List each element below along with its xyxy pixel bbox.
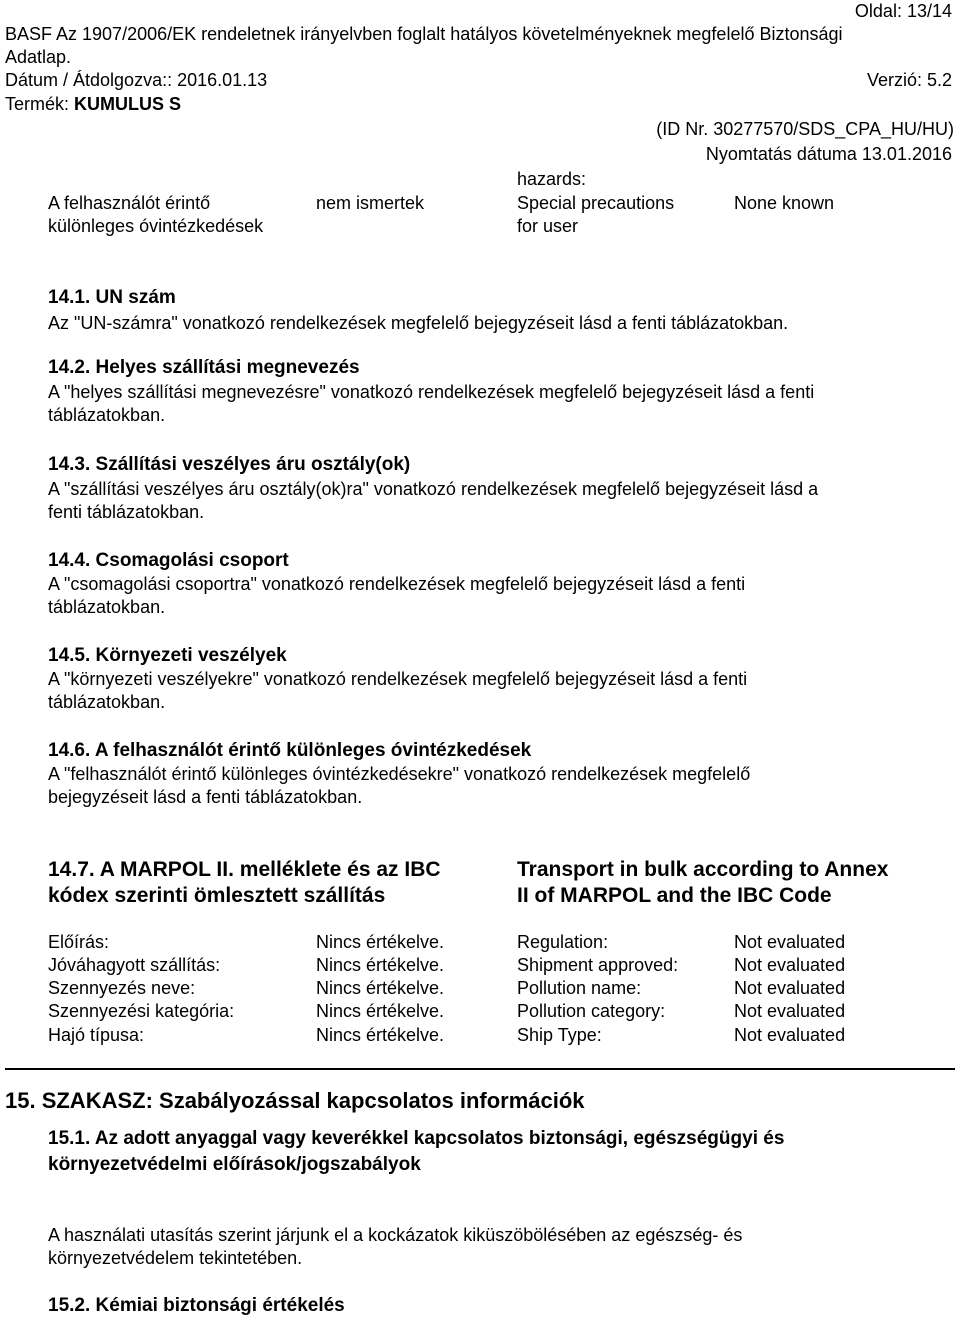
section-14-5-text: A "környezeti veszélyekre" vonatkozó rendelkezések megfelelő bejegyzéseit lásd a fenti <box>48 669 748 689</box>
marpol-row-label-hu: Szennyezési kategória: <box>48 1001 235 1021</box>
hazards-continued: hazards: <box>517 169 587 189</box>
section-14-6-text: A "felhasználót érintő különleges óvintézkedésekre" vonatkozó rendelkezések megfelelő <box>48 764 751 784</box>
marpol-row-label-en: Shipment approved: <box>517 955 679 975</box>
section-14-1-text: Az "UN-számra" vonatkozó rendelkezések megfelelő bejegyzéseit lásd a fenti táblázatokban. <box>48 313 789 333</box>
marpol-row-label-hu: Hajó típusa: <box>48 1025 145 1045</box>
section-14-5-title: 14.5. Környezeti veszélyek <box>48 645 287 666</box>
section-14-4-title: 14.4. Csomagolási csoport <box>48 550 289 571</box>
section-14-3-text-2: fenti táblázatokban. <box>48 502 205 522</box>
product-name: KUMULUS S <box>74 94 182 114</box>
section-15-1-title: 15.1. Az adott anyaggal vagy keverékkel kapcsolatos biztonsági, egészségügyi és <box>48 1128 785 1149</box>
marpol-row-value-hu: Nincs értékelve. <box>316 955 445 975</box>
user-precautions-value-hu: nem ismertek <box>316 193 425 213</box>
user-precautions-label-en-2: for user <box>517 216 579 236</box>
section-15-2-title: 15.2. Kémiai biztonsági értékelés <box>48 1295 345 1316</box>
marpol-row-value-en: Not evaluated <box>734 978 846 998</box>
product-line <box>5 93 181 115</box>
marpol-row-label-hu: Jóváhagyott szállítás: <box>48 955 221 975</box>
marpol-title-en: Transport in bulk according to Annex <box>517 858 889 881</box>
marpol-row-label-en: Pollution name: <box>517 978 642 998</box>
user-precautions-label-hu-2: különleges óvintézkedések <box>48 216 264 236</box>
section-15-1-title-2: környezetvédelmi előírások/jogszabályok <box>48 1154 421 1175</box>
marpol-row-value-en: Not evaluated <box>734 1025 846 1045</box>
section-15-title: 15. SZAKASZ: Szabályozással kapcsolatos információk <box>5 1088 585 1113</box>
document-title-continued: Adatlap. <box>5 47 72 67</box>
user-precautions-label-en: Special precautions <box>517 193 675 213</box>
print-date: Nyomtatás dátuma 13.01.2016 <box>705 144 952 164</box>
marpol-title-hu-2: kódex szerinti ömlesztett szállítás <box>48 884 386 907</box>
section-14-3-title: 14.3. Szállítási veszélyes áru osztály(ok) <box>48 454 411 475</box>
section-14-6-text-2: bejegyzéseit lásd a fenti táblázatokban. <box>48 787 363 807</box>
marpol-row-label-en: Pollution category: <box>517 1001 666 1021</box>
section-14-5-text-2: táblázatokban. <box>48 692 166 712</box>
marpol-row-label-en: Ship Type: <box>517 1025 602 1045</box>
marpol-row-value-hu: Nincs értékelve. <box>316 1001 445 1021</box>
section-15-1-text: A használati utasítás szerint járjunk el a kockázatok kiküszöbölésében az egészség- és <box>48 1225 743 1245</box>
marpol-row-value-en: Not evaluated <box>734 932 846 952</box>
section-14-4-text-2: táblázatokban. <box>48 597 166 617</box>
revision-date: Dátum / Átdolgozva:: 2016.01.13 <box>5 70 268 90</box>
marpol-title-en-2: II of MARPOL and the IBC Code <box>517 884 832 907</box>
section-14-1-title: 14.1. UN szám <box>48 287 176 308</box>
user-precautions-value-en: None known <box>734 193 835 213</box>
marpol-title-hu: 14.7. A MARPOL II. melléklete és az IBC <box>48 858 441 881</box>
section-14-6-title: 14.6. A felhasználót érintő különleges óvintézkedések <box>48 740 532 761</box>
marpol-row-value-en: Not evaluated <box>734 1001 846 1021</box>
version: Verzió: 5.2 <box>866 70 952 90</box>
marpol-row-value-hu: Nincs értékelve. <box>316 1025 445 1045</box>
page-number: Oldal: 13/14 <box>854 1 952 21</box>
user-precautions-label-hu: A felhasználót érintő <box>48 193 211 213</box>
section-14-2-text: A "helyes szállítási megnevezésre" vonatkozó rendelkezések megfelelő bejegyzéseit lásd a fenti <box>48 382 815 402</box>
marpol-row-label-en: Regulation: <box>517 932 609 952</box>
section-14-2-title: 14.2. Helyes szállítási megnevezés <box>48 357 360 378</box>
product-id: (ID Nr. 30277570/SDS_CPA_HU/HU) <box>656 119 954 139</box>
section-14-4-text: A "csomagolási csoportra" vonatkozó rendelkezések megfelelő bejegyzéseit lásd a fenti <box>48 574 746 594</box>
marpol-row-label-hu: Előírás: <box>48 932 110 952</box>
marpol-row-value-en: Not evaluated <box>734 955 846 975</box>
document-title: BASF Az 1907/2006/EK rendeletnek irányelvben foglalt hatályos követelményeknek megfelelő Biztonsági <box>5 24 843 44</box>
section-14-3-text: A "szállítási veszélyes áru osztály(ok)ra" vonatkozó rendelkezések megfelelő bejegyzéseit lásd a <box>48 479 819 499</box>
product-label: Termék: <box>5 94 70 114</box>
section-14-2-text-2: táblázatokban. <box>48 405 166 425</box>
section-divider <box>5 1068 955 1070</box>
marpol-row-label-hu: Szennyezés neve: <box>48 978 196 998</box>
marpol-row-value-hu: Nincs értékelve. <box>316 978 445 998</box>
marpol-row-value-hu: Nincs értékelve. <box>316 932 445 952</box>
section-15-1-text-2: környezetvédelem tekintetében. <box>48 1248 303 1268</box>
